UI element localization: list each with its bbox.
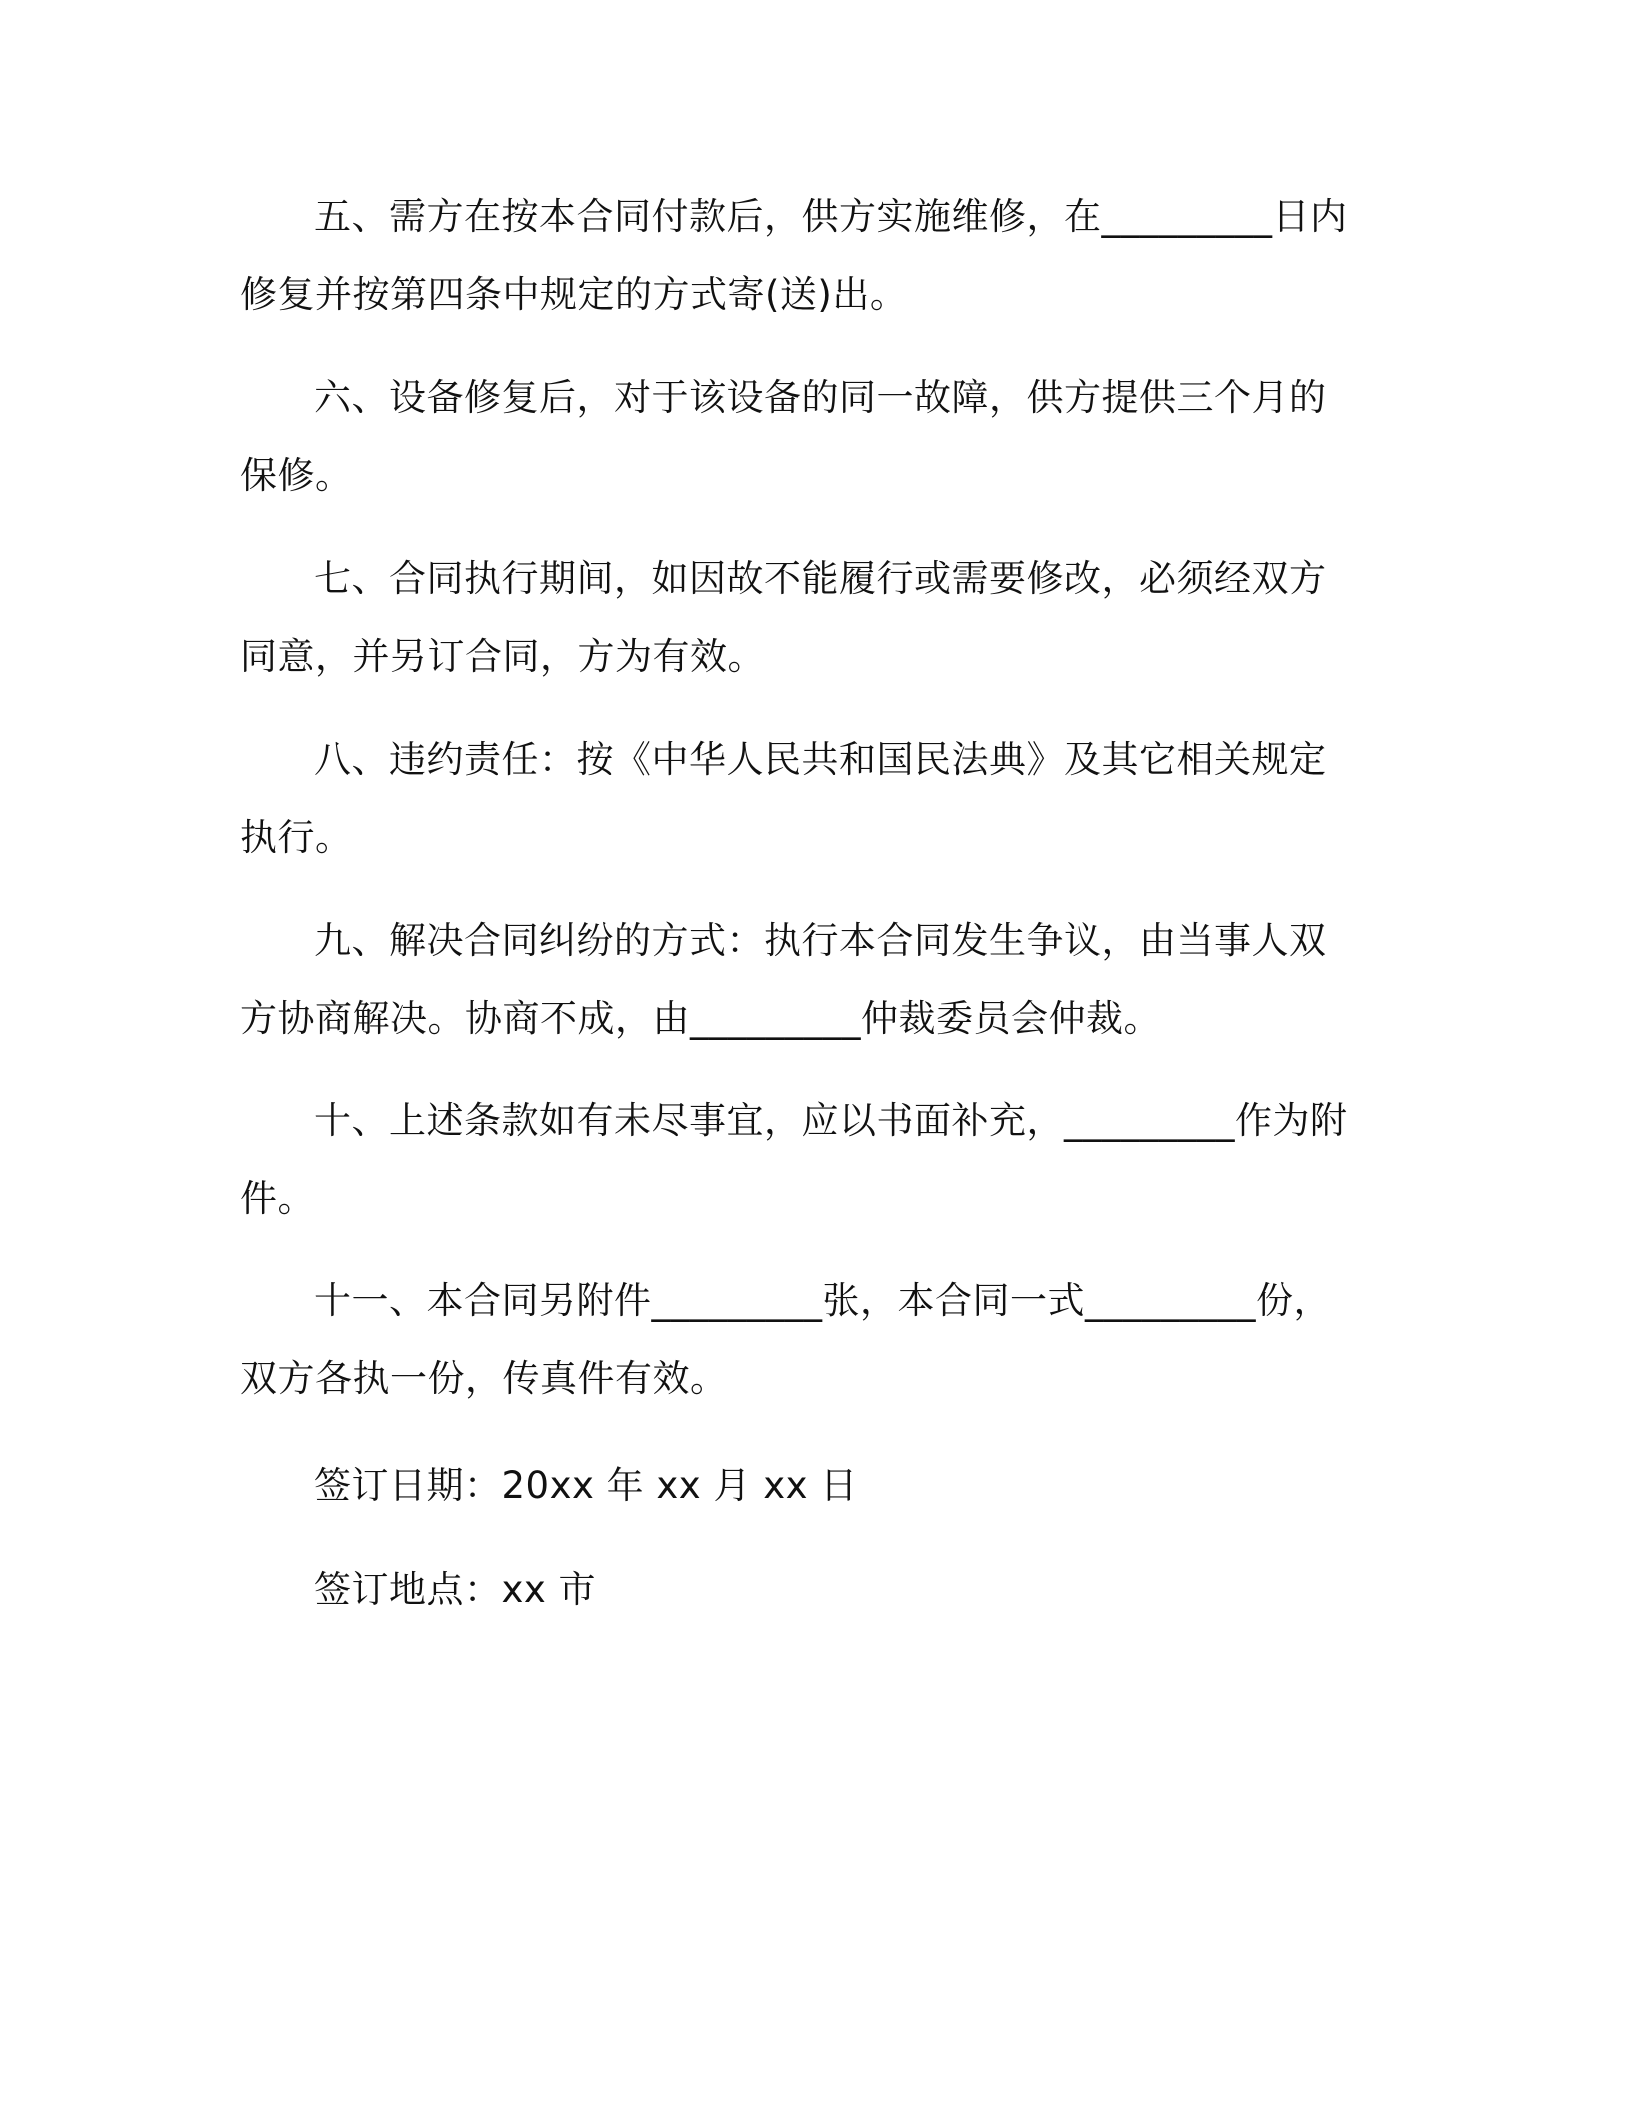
clause-10 [240, 1082, 1360, 1238]
clause-5 [240, 178, 1360, 334]
clause-7: 七、合同执行期间，如因故不能履行或需要修改，必须经双方同意，并另订合同，方为有效。 [240, 557, 1327, 678]
clause-6: 六、设备修复后，对于该设备的同一故障，供方提供三个月的保修。 [240, 376, 1327, 497]
clause-11-text-part3: 份，双方各执一份，传真件有效。 [240, 1279, 1331, 1400]
clause-10-blank: _________ [1064, 1099, 1235, 1142]
clause-11-blank-1: _________ [651, 1279, 823, 1322]
clause-11-text-part1: 十一、本合同另附件 [314, 1279, 652, 1322]
signing-place-value: xx 市 [501, 1568, 597, 1611]
clause-10-text-before: 十、上述条款如有未尽事宜，应以书面补充， [314, 1099, 1064, 1142]
signing-date-label: 签订日期： [314, 1464, 502, 1507]
clause-5-text-before: 五、需方在按本合同付款后，供方实施维修，在 [314, 195, 1102, 238]
signing-date-value: 20xx 年 xx 月 xx 日 [501, 1464, 858, 1507]
clause-9-text-after: 仲裁委员会仲裁。 [861, 997, 1161, 1040]
clause-5-blank: _________ [1101, 195, 1273, 238]
signing-place [314, 1551, 596, 1629]
clause-11 [240, 1262, 1360, 1418]
clause-9-blank: _________ [690, 997, 861, 1040]
clause-9 [240, 902, 1360, 1058]
clause-5-text-after: 日内修复并按第四条中规定的方式寄(送)出。 [240, 195, 1348, 316]
clause-11-blank-2: _________ [1085, 1279, 1256, 1322]
signing-place-label: 签订地点： [314, 1568, 502, 1611]
signing-date [314, 1447, 858, 1525]
clause-9-text-before: 九、解决合同纠纷的方式：执行本合同发生争议，由当事人双方协商解决。协商不成，由 [240, 919, 1327, 1040]
clause-8: 八、违约责任：按《中华人民共和国民法典》及其它相关规定执行。 [240, 738, 1327, 859]
clause-10-text-after: 作为附件。 [240, 1099, 1348, 1220]
clause-11-text-part2: 张，本合同一式 [822, 1279, 1085, 1322]
